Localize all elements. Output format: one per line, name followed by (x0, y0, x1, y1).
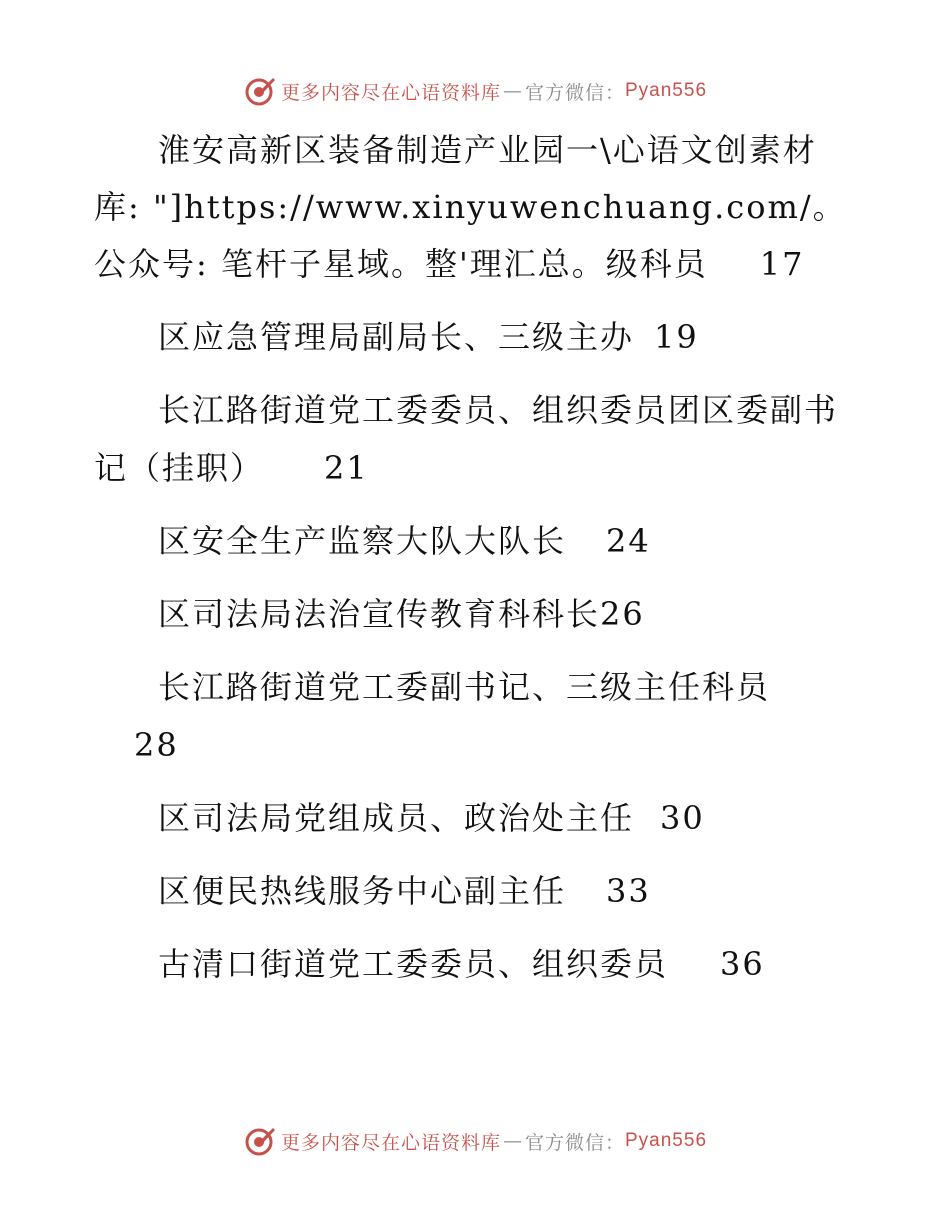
banner-wechat-id: Pyan556 (625, 1130, 708, 1151)
toc-entry-title: 区应急管理局副局长、三级主办 (158, 318, 635, 356)
quill-circle-logo-icon (243, 74, 277, 108)
banner-text: 更多内容尽在心语资料库 (280, 1131, 501, 1154)
toc-entry-title: 长江路街道党工委委员、组织委员团区委副书记（挂职） (94, 391, 839, 487)
toc-entry-title: 淮安高新区装备制造产业园一\心语文创素材库: "]https://www.xinyuwenchuang.com/。公众号: 笔杆子星域。整'理汇总。级科员 (94, 131, 847, 283)
toc-entry-page: 17 (759, 245, 805, 283)
toc-entry-page: 26 (600, 595, 645, 633)
toc-entry-title: 古清口街道党工委委员、组织委员 (158, 945, 669, 983)
toc-entry (94, 308, 854, 366)
toc-entry-title: 区便民热线服务中心副主任 (158, 872, 567, 910)
toc-entry-page: 36 (720, 945, 765, 983)
toc-entry-title: 区司法局法治宣传教育科科长 (158, 595, 601, 633)
toc-entry (94, 381, 854, 497)
toc-entry-title: 长江路街道党工委副书记、三级主任科员 (158, 668, 771, 706)
toc-entry (94, 512, 854, 570)
banner-wechat-label: 官方微信： (524, 81, 625, 104)
footer-watermark-banner (0, 1124, 950, 1158)
toc-list (94, 122, 854, 1008)
banner-wechat-label: 官方微信： (524, 1131, 625, 1154)
toc-entry-page: 28 (134, 726, 179, 764)
banner-wechat-id: Pyan556 (625, 80, 708, 101)
header-watermark-banner (0, 74, 950, 108)
toc-entry (94, 122, 854, 293)
toc-entry-title: 区司法局党组成员、政治处主任 (158, 799, 635, 837)
toc-entry (94, 862, 854, 920)
banner-separator: — (502, 1130, 523, 1152)
toc-entry-page: 19 (654, 318, 699, 356)
banner-text: 更多内容尽在心语资料库 (280, 81, 501, 104)
toc-entry-page: 33 (606, 872, 651, 910)
toc-entry (94, 789, 854, 847)
toc-entry (94, 935, 854, 993)
banner-separator: — (502, 80, 523, 102)
quill-circle-logo-icon (243, 1124, 277, 1158)
toc-entry-page: 30 (660, 799, 705, 837)
toc-entry-page: 21 (324, 449, 369, 487)
toc-entry (94, 585, 854, 643)
toc-entry-page: 24 (606, 522, 651, 560)
toc-entry-title: 区安全生产监察大队大队长 (158, 522, 567, 560)
toc-entry (94, 658, 854, 774)
